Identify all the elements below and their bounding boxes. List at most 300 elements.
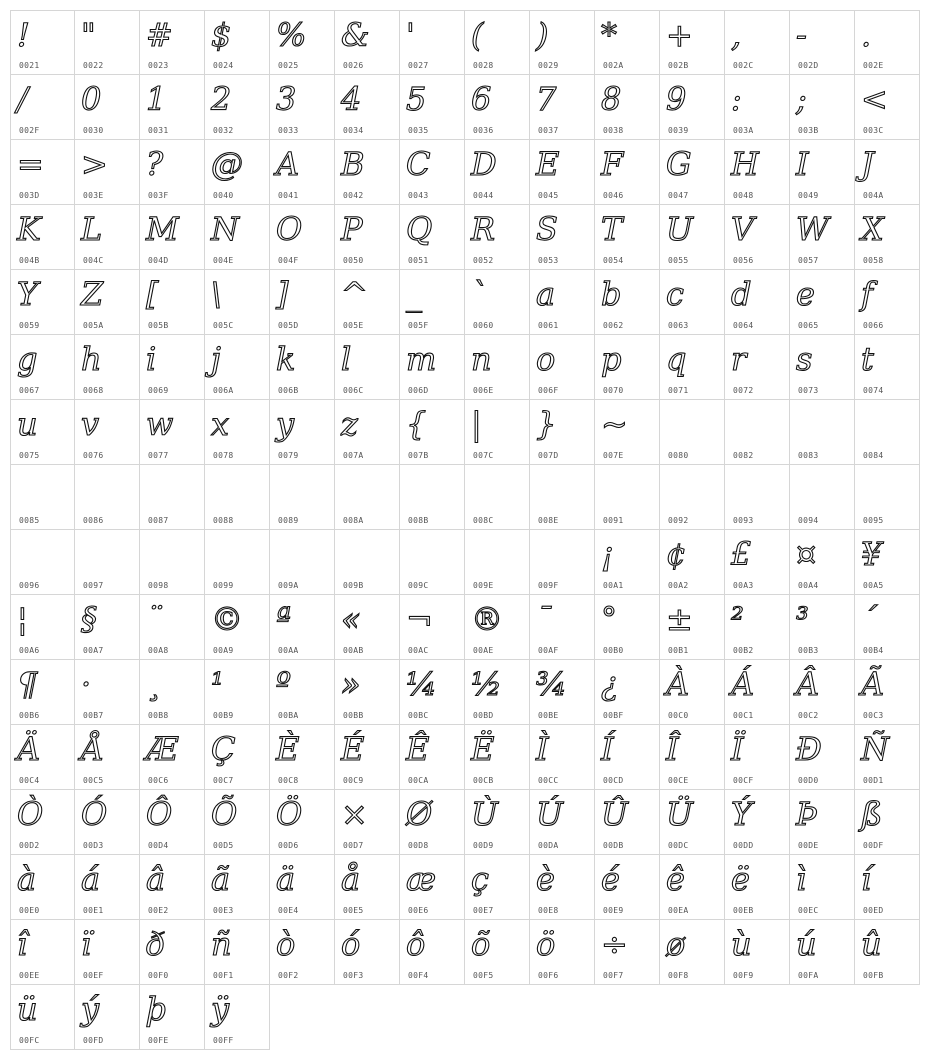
glyph-cell [530, 140, 595, 205]
glyph-codepoint: 00A1 [603, 581, 624, 590]
glyph-sample: £ [731, 535, 751, 573]
glyph-sample: Ä [17, 730, 40, 768]
glyph-codepoint: 00CA [408, 776, 429, 785]
glyph-cell [270, 270, 335, 335]
glyph-codepoint: 0094 [798, 516, 819, 525]
glyph-cell [205, 985, 270, 1050]
glyph-sample: U [666, 210, 692, 248]
glyph-sample: @ [211, 145, 242, 183]
glyph-cell [465, 725, 530, 790]
glyph-codepoint: 00DA [538, 841, 559, 850]
glyph-sample: ü [17, 990, 37, 1028]
glyph-cell [270, 855, 335, 920]
glyph-cell [725, 595, 790, 660]
glyph-cell [790, 400, 855, 465]
glyph-cell [75, 660, 140, 725]
glyph-codepoint: 0071 [668, 386, 689, 395]
glyph-codepoint: 003A [733, 126, 754, 135]
glyph-codepoint: 0075 [19, 451, 40, 460]
glyph-codepoint: 0080 [668, 451, 689, 460]
glyph-sample: ò [276, 925, 295, 963]
glyph-cell [725, 465, 790, 530]
glyph-codepoint: 004A [863, 191, 884, 200]
glyph-cell [205, 725, 270, 790]
glyph-cell [400, 725, 465, 790]
glyph-cell [400, 920, 465, 985]
glyph-sample: ä [276, 860, 295, 898]
glyph-sample: þ [146, 990, 166, 1028]
glyph-codepoint: 0073 [798, 386, 819, 395]
glyph-codepoint: 00CD [603, 776, 624, 785]
glyph-sample: J [861, 145, 873, 183]
glyph-cell [660, 530, 725, 595]
glyph-codepoint: 00D7 [343, 841, 364, 850]
glyph-cell [140, 920, 205, 985]
glyph-sample: u [17, 405, 37, 443]
glyph-codepoint: 0059 [19, 321, 40, 330]
glyph-cell [855, 920, 920, 985]
glyph-codepoint: 00F5 [473, 971, 494, 980]
glyph-cell [660, 75, 725, 140]
glyph-sample: Â [796, 665, 819, 703]
glyph-sample: É [341, 730, 364, 768]
glyph-codepoint: 005F [408, 321, 429, 330]
glyph-cell [530, 530, 595, 595]
glyph-cell [270, 790, 335, 855]
glyph-codepoint: 0096 [19, 581, 40, 590]
glyph-sample: Ï [731, 730, 743, 768]
glyph-codepoint: 002A [603, 61, 624, 70]
glyph-codepoint: 00AC [408, 646, 429, 655]
glyph-cell [10, 985, 75, 1050]
glyph-sample: L [81, 210, 102, 248]
glyph-codepoint: 00FB [863, 971, 884, 980]
glyph-codepoint: 003B [798, 126, 819, 135]
glyph-cell [335, 790, 400, 855]
glyph-codepoint: 0087 [148, 516, 169, 525]
glyph-sample: { [406, 405, 426, 443]
glyph-codepoint: 0082 [733, 451, 754, 460]
glyph-codepoint: 00E1 [83, 906, 104, 915]
glyph-cell [595, 400, 660, 465]
glyph-codepoint: 0045 [538, 191, 559, 200]
glyph-sample: 0 [81, 80, 101, 118]
glyph-sample: D [471, 145, 496, 183]
glyph-cell [10, 920, 75, 985]
glyph-cell [75, 920, 140, 985]
glyph-cell [10, 400, 75, 465]
glyph-cell [595, 465, 660, 530]
glyph-codepoint: 0052 [473, 256, 494, 265]
glyph-codepoint: 00EE [19, 971, 40, 980]
glyph-codepoint: 00DB [603, 841, 624, 850]
glyph-sample: + [666, 16, 692, 54]
glyph-codepoint: 00F3 [343, 971, 364, 980]
glyph-cell [790, 920, 855, 985]
glyph-codepoint: 00C2 [798, 711, 819, 720]
glyph-codepoint: 0084 [863, 451, 884, 460]
glyph-codepoint: 00A8 [148, 646, 169, 655]
glyph-grid [10, 10, 920, 1050]
glyph-codepoint: 003E [83, 191, 104, 200]
glyph-codepoint: 0025 [278, 61, 299, 70]
glyph-cell [595, 725, 660, 790]
glyph-cell [530, 205, 595, 270]
glyph-sample: × [341, 795, 367, 833]
glyph-codepoint: 00C6 [148, 776, 169, 785]
glyph-cell [790, 790, 855, 855]
glyph-codepoint: 0058 [863, 256, 884, 265]
glyph-cell [660, 140, 725, 205]
glyph-cell [270, 140, 335, 205]
glyph-codepoint: 0088 [213, 516, 234, 525]
glyph-codepoint: 00A9 [213, 646, 234, 655]
glyph-codepoint: 00C8 [278, 776, 299, 785]
glyph-codepoint: 0066 [863, 321, 884, 330]
glyph-codepoint: 0038 [603, 126, 624, 135]
glyph-sample: T [601, 210, 622, 248]
glyph-cell [205, 660, 270, 725]
glyph-cell [790, 270, 855, 335]
glyph-codepoint: 0022 [83, 61, 104, 70]
glyph-cell [530, 920, 595, 985]
glyph-codepoint: 00C1 [733, 711, 754, 720]
glyph-codepoint: 0051 [408, 256, 429, 265]
glyph-codepoint: 00F0 [148, 971, 169, 980]
glyph-cell [205, 205, 270, 270]
glyph-codepoint: 00FD [83, 1036, 104, 1045]
glyph-codepoint: 00AA [278, 646, 299, 655]
glyph-codepoint: 00FE [148, 1036, 169, 1045]
glyph-codepoint: 00BB [343, 711, 364, 720]
glyph-cell [660, 270, 725, 335]
glyph-codepoint: 006C [343, 386, 364, 395]
glyph-codepoint: 002B [668, 61, 689, 70]
glyph-codepoint: 0078 [213, 451, 234, 460]
glyph-sample: ¥ [861, 535, 881, 573]
glyph-sample: l [341, 340, 351, 378]
glyph-codepoint: 0035 [408, 126, 429, 135]
glyph-cell [595, 270, 660, 335]
glyph-cell [790, 140, 855, 205]
glyph-sample: ã [211, 860, 230, 898]
glyph-cell [270, 920, 335, 985]
glyph-codepoint: 0030 [83, 126, 104, 135]
glyph-codepoint: 0027 [408, 61, 429, 70]
glyph-sample: Ý [731, 795, 752, 833]
glyph-cell [790, 465, 855, 530]
glyph-codepoint: 0062 [603, 321, 624, 330]
glyph-sample: i [146, 340, 156, 378]
glyph-codepoint: 0091 [603, 516, 624, 525]
glyph-sample: p [601, 340, 621, 378]
glyph-cell [270, 335, 335, 400]
glyph-codepoint: 0076 [83, 451, 104, 460]
glyph-cell [855, 10, 920, 75]
glyph-codepoint: 00E2 [148, 906, 169, 915]
glyph-cell [205, 855, 270, 920]
glyph-codepoint: 002D [798, 61, 819, 70]
glyph-sample: ` [471, 275, 486, 313]
glyph-cell [75, 595, 140, 660]
glyph-codepoint: 0024 [213, 61, 234, 70]
glyph-sample: t [861, 340, 873, 378]
glyph-sample: M [146, 210, 178, 248]
glyph-sample: ! [17, 16, 29, 54]
glyph-cell [660, 660, 725, 725]
glyph-cell [725, 855, 790, 920]
glyph-sample: Å [81, 730, 104, 768]
glyph-sample: È [276, 730, 299, 768]
glyph-codepoint: 002F [19, 126, 40, 135]
glyph-sample: Ë [471, 730, 494, 768]
glyph-cell [660, 790, 725, 855]
glyph-cell [10, 270, 75, 335]
glyph-cell [140, 465, 205, 530]
glyph-cell [10, 205, 75, 270]
glyph-cell [595, 530, 660, 595]
glyph-sample: C [406, 145, 430, 183]
glyph-cell [465, 335, 530, 400]
glyph-cell [400, 790, 465, 855]
glyph-sample: ç [471, 860, 488, 898]
glyph-sample: E [536, 145, 559, 183]
glyph-codepoint: 0028 [473, 61, 494, 70]
glyph-cell [10, 790, 75, 855]
glyph-codepoint: 00E3 [213, 906, 234, 915]
glyph-cell [725, 790, 790, 855]
glyph-cell [660, 920, 725, 985]
glyph-cell [725, 725, 790, 790]
glyph-cell [660, 465, 725, 530]
glyph-sample: © [211, 600, 242, 638]
glyph-codepoint: 00B2 [733, 646, 754, 655]
glyph-codepoint: 006E [473, 386, 494, 395]
glyph-codepoint: 0061 [538, 321, 559, 330]
glyph-sample: Æ [146, 730, 178, 768]
glyph-cell [660, 725, 725, 790]
glyph-cell [205, 920, 270, 985]
glyph-cell [10, 725, 75, 790]
glyph-cell [140, 530, 205, 595]
glyph-sample: ¶ [17, 665, 37, 703]
glyph-codepoint: 00A4 [798, 581, 819, 590]
glyph-codepoint: 0042 [343, 191, 364, 200]
glyph-codepoint: 006F [538, 386, 559, 395]
glyph-sample: ¢ [666, 535, 686, 573]
glyph-cell [465, 400, 530, 465]
glyph-sample: ¿ [601, 665, 618, 703]
glyph-cell [10, 75, 75, 140]
glyph-cell [530, 855, 595, 920]
glyph-codepoint: 00C3 [863, 711, 884, 720]
glyph-cell [400, 335, 465, 400]
glyph-cell [530, 465, 595, 530]
glyph-codepoint: 00A6 [19, 646, 40, 655]
glyph-cell [140, 75, 205, 140]
glyph-sample: Õ [211, 795, 237, 833]
glyph-sample: z [341, 405, 357, 443]
glyph-codepoint: 006B [278, 386, 299, 395]
glyph-cell [595, 920, 660, 985]
glyph-cell [725, 270, 790, 335]
glyph-sample: û [861, 925, 881, 963]
glyph-codepoint: 0079 [278, 451, 299, 460]
glyph-cell [400, 270, 465, 335]
glyph-sample: Ø [406, 795, 432, 833]
glyph-sample: Ó [81, 795, 107, 833]
glyph-sample: ( [471, 16, 483, 54]
glyph-cell [75, 400, 140, 465]
glyph-sample: V [731, 210, 754, 248]
glyph-codepoint: 0023 [148, 61, 169, 70]
glyph-sample: Ã [861, 665, 884, 703]
glyph-sample: O [276, 210, 302, 248]
glyph-cell [400, 75, 465, 140]
glyph-codepoint: 00C5 [83, 776, 104, 785]
glyph-sample: è [536, 860, 554, 898]
glyph-codepoint: 007E [603, 451, 624, 460]
glyph-cell [660, 855, 725, 920]
glyph-codepoint: 00DD [733, 841, 754, 850]
glyph-sample: ) [536, 16, 548, 54]
glyph-sample: v [81, 405, 99, 443]
glyph-cell [855, 660, 920, 725]
glyph-cell [725, 205, 790, 270]
glyph-sample: 7 [536, 80, 556, 118]
glyph-codepoint: 0044 [473, 191, 494, 200]
glyph-sample: 1 [146, 80, 166, 118]
glyph-sample: 3 [276, 80, 296, 118]
glyph-sample: ± [666, 600, 692, 638]
glyph-sample: ÿ [211, 990, 229, 1028]
glyph-cell [75, 790, 140, 855]
glyph-cell [140, 205, 205, 270]
glyph-sample: à [17, 860, 36, 898]
glyph-sample: ; [796, 80, 806, 118]
glyph-cell [205, 465, 270, 530]
glyph-sample: < [861, 80, 887, 118]
glyph-codepoint: 007A [343, 451, 364, 460]
glyph-codepoint: 00BD [473, 711, 494, 720]
glyph-codepoint: 00C7 [213, 776, 234, 785]
glyph-sample: A [276, 145, 299, 183]
glyph-codepoint: 00E5 [343, 906, 364, 915]
glyph-sample: = [17, 145, 43, 183]
glyph-sample: Ì [536, 730, 548, 768]
glyph-cell [10, 465, 75, 530]
glyph-sample: : [731, 80, 741, 118]
glyph-cell [855, 790, 920, 855]
glyph-sample: P [341, 210, 362, 248]
glyph-codepoint: 0036 [473, 126, 494, 135]
glyph-sample: ' [406, 16, 414, 54]
glyph-cell [725, 335, 790, 400]
glyph-cell [270, 205, 335, 270]
glyph-codepoint: 00C9 [343, 776, 364, 785]
glyph-sample: 5 [406, 80, 426, 118]
glyph-sample: ê [666, 860, 684, 898]
glyph-codepoint: 006A [213, 386, 234, 395]
glyph-cell [400, 140, 465, 205]
glyph-cell [10, 595, 75, 660]
glyph-cell [465, 205, 530, 270]
glyph-cell [335, 335, 400, 400]
glyph-codepoint: 0032 [213, 126, 234, 135]
glyph-sample: ¨ [146, 600, 161, 638]
glyph-sample: é [601, 860, 619, 898]
glyph-codepoint: 0093 [733, 516, 754, 525]
glyph-cell [465, 920, 530, 985]
glyph-codepoint: 0085 [19, 516, 40, 525]
glyph-codepoint: 0043 [408, 191, 429, 200]
glyph-sample: ú [796, 925, 816, 963]
glyph-sample: õ [471, 925, 490, 963]
glyph-codepoint: 00B6 [19, 711, 40, 720]
glyph-sample: S [536, 210, 557, 248]
glyph-cell [725, 660, 790, 725]
glyph-sample: ° [601, 600, 616, 638]
glyph-cell [335, 75, 400, 140]
glyph-sample: Z [81, 275, 103, 313]
glyph-sample: m [406, 340, 436, 378]
glyph-sample: g [17, 340, 37, 378]
glyph-sample: H [731, 145, 758, 183]
glyph-codepoint: 00F1 [213, 971, 234, 980]
glyph-codepoint: 0098 [148, 581, 169, 590]
glyph-sample: ¼ [406, 665, 437, 703]
glyph-sample: s [796, 340, 812, 378]
glyph-cell [530, 595, 595, 660]
glyph-codepoint: 00F7 [603, 971, 624, 980]
glyph-cell [335, 595, 400, 660]
glyph-sample: â [146, 860, 165, 898]
glyph-codepoint: 007D [538, 451, 559, 460]
glyph-cell [400, 400, 465, 465]
glyph-codepoint: 0034 [343, 126, 364, 135]
glyph-codepoint: 0099 [213, 581, 234, 590]
glyph-codepoint: 0054 [603, 256, 624, 265]
glyph-sample: j [211, 340, 220, 378]
glyph-codepoint: 00A3 [733, 581, 754, 590]
glyph-sample: Í [601, 730, 613, 768]
glyph-codepoint: 005C [213, 321, 234, 330]
glyph-codepoint: 00E9 [603, 906, 624, 915]
glyph-codepoint: 00F6 [538, 971, 559, 980]
glyph-sample: ß [861, 795, 882, 833]
glyph-codepoint: 00EA [668, 906, 689, 915]
glyph-cell [465, 530, 530, 595]
glyph-sample: > [81, 145, 107, 183]
glyph-cell [855, 465, 920, 530]
glyph-codepoint: 0033 [278, 126, 299, 135]
glyph-cell [335, 465, 400, 530]
glyph-codepoint: 00AF [538, 646, 559, 655]
glyph-cell [205, 335, 270, 400]
glyph-codepoint: 002C [733, 61, 754, 70]
glyph-codepoint: 0057 [798, 256, 819, 265]
glyph-sample: Á [731, 665, 754, 703]
glyph-cell [790, 855, 855, 920]
glyph-sample: ë [731, 860, 749, 898]
glyph-sample: e [796, 275, 814, 313]
glyph-sample: ² [731, 600, 743, 638]
glyph-codepoint: 00CB [473, 776, 494, 785]
glyph-sample: Ê [406, 730, 429, 768]
glyph-sample: w [146, 405, 173, 443]
glyph-sample: . [861, 16, 871, 54]
glyph-codepoint: 00E8 [538, 906, 559, 915]
